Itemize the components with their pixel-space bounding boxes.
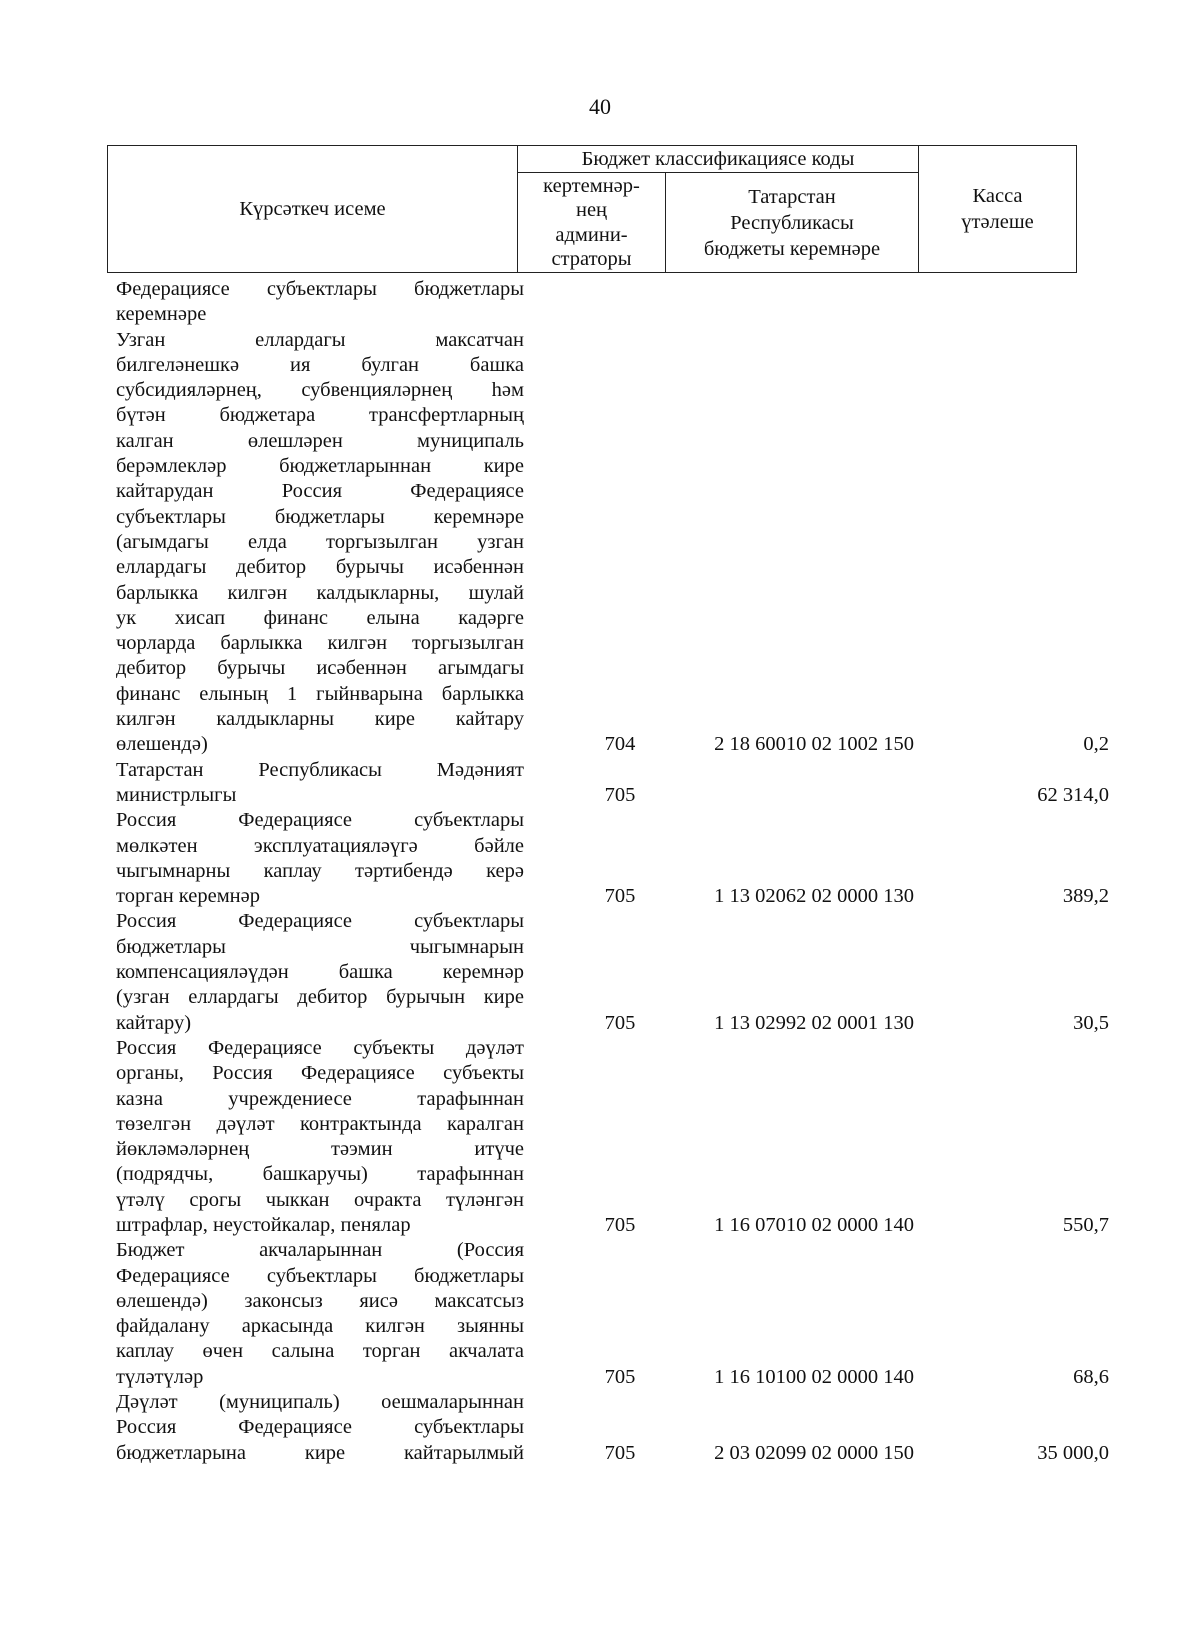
budget-code: 1 16 07010 02 0000 140 xyxy=(714,1213,914,1236)
indicator-name xyxy=(116,758,524,809)
indicator-name-line: Бюджет акчаларыннан (Россия xyxy=(116,1239,524,1262)
indicator-name-line: үтәлү срогы чыккан очракта түләнгән xyxy=(116,1188,524,1211)
budget-code: 1 13 02062 02 0000 130 xyxy=(714,885,914,908)
header-revenue-admin: кертемнәр- нең админи- страторы xyxy=(518,173,666,273)
indicator-name-line: кайтару) xyxy=(116,1011,192,1034)
indicator-name-line: йөкләмәләрнең тәэмин итүче xyxy=(116,1138,524,1161)
indicator-name-line: бюджетларына кире кайтарылмый xyxy=(116,1441,524,1464)
indicator-name-line: мөлкәтен эксплуатацияләүгә бәйле xyxy=(116,834,524,857)
cash-amount: 68,6 xyxy=(1073,1365,1109,1388)
indicator-name-line: (узган еллардагы дебитор бурычын кире xyxy=(116,986,524,1009)
cash-amount: 0,2 xyxy=(1083,733,1109,756)
indicator-name-line: Федерациясе субъектлары бюджетлары xyxy=(116,1264,524,1287)
indicator-name-line: дебитор бурычы исәбеннән агымдагы xyxy=(116,657,524,680)
indicator-name xyxy=(116,808,524,909)
indicator-name-line: Россия Федерациясе субъектлары xyxy=(116,809,524,832)
header-indicator-name: Күрсәткеч исеме xyxy=(108,146,518,273)
indicator-name xyxy=(116,1036,524,1238)
indicator-name-line: ук хисап финанс елына кадәрге xyxy=(116,606,524,629)
indicator-name-line: Дәүләт (муниципаль) оешмаларыннан xyxy=(116,1391,524,1414)
indicator-name-line: Россия Федерациясе субъекты дәүләт xyxy=(116,1036,524,1059)
indicator-name-line: субъектлары бюджетлары керемнәре xyxy=(116,505,524,528)
indicator-name-line: чорларда барлыкка килгән торгызылган xyxy=(116,632,524,655)
indicator-name-line: каплау өчен салына торган акчалата xyxy=(116,1340,524,1363)
budget-code: 2 03 02099 02 0000 150 xyxy=(714,1441,914,1464)
admin-code: 705 xyxy=(604,1213,636,1236)
indicator-name xyxy=(116,909,524,1035)
indicator-name-line: штрафлар, неустойкалар, пенялар xyxy=(116,1213,411,1236)
table-row xyxy=(116,909,1196,1035)
admin-code: 705 xyxy=(604,1365,636,1388)
indicator-name-line: калган өлешләрен муниципаль xyxy=(116,429,524,452)
indicator-name-line: Россия Федерациясе субъектлары xyxy=(116,910,524,933)
table-row xyxy=(116,1238,1196,1390)
indicator-name-line: өлешендә) законсыз яисә максатсыз xyxy=(116,1289,524,1312)
indicator-name-line: (подрядчы, башкаручы) тарафыннан xyxy=(116,1163,524,1186)
indicator-name-line: кайтарудан Россия Федерациясе xyxy=(116,480,524,503)
admin-code: 705 xyxy=(604,783,636,806)
table-row xyxy=(116,808,1196,909)
indicator-name-line: килгән калдыкларны кире кайтару xyxy=(116,708,524,731)
indicator-name-line: Татарстан Республикасы Мәдәният xyxy=(116,758,524,781)
indicator-name-line: торган керемнәр xyxy=(116,885,260,908)
indicator-name xyxy=(116,1238,524,1390)
indicator-name-line: бүтән бюджетара трансфертларның xyxy=(116,404,524,427)
cash-amount: 389,2 xyxy=(1062,885,1109,908)
budget-code: 2 18 60010 02 1002 150 xyxy=(714,733,914,756)
indicator-name-line: министрлыгы xyxy=(116,783,237,806)
indicator-name-line: Узган еллардагы максатчан xyxy=(116,328,524,351)
indicator-name xyxy=(116,277,524,328)
indicator-name-line: Федерациясе субъектлары бюджетлары xyxy=(116,278,524,300)
cash-amount: 62 314,0 xyxy=(1037,783,1109,806)
budget-code: 1 13 02992 02 0001 130 xyxy=(714,1011,914,1034)
indicator-name-line: барлыкка килгән калдыкларны, шулай xyxy=(116,581,524,604)
indicator-name-line: файдалану аркасында килгән зыянны xyxy=(116,1315,524,1338)
indicator-name xyxy=(116,1390,524,1466)
indicator-name-line: чыгымнарны каплау тәртибендә керә xyxy=(116,859,524,882)
indicator-name-line: берәмлекләр бюджетларыннан кире xyxy=(116,455,524,478)
indicator-name-line: бюджетлары чыгымнарын xyxy=(116,935,524,958)
indicator-name-line: төзелгән дәүләт контрактында каралган xyxy=(116,1112,524,1135)
header-tatarstan-revenue: Татарстан Республикасы бюджеты керемнәре xyxy=(666,173,919,273)
admin-code: 705 xyxy=(604,1011,636,1034)
header-cash-execution: Касса үтәлеше xyxy=(919,146,1077,273)
budget-code: 1 16 10100 02 0000 140 xyxy=(714,1365,914,1388)
table-body xyxy=(116,277,1196,1466)
indicator-name-line: (агымдагы елда торгызылган узган xyxy=(116,530,524,553)
indicator-name xyxy=(116,328,524,758)
indicator-name-line: билгеләнешкә ия булган башка xyxy=(116,353,524,376)
table-row xyxy=(116,1390,1196,1466)
indicator-name-line: субсидияләрнең, субвенцияләрнең һәм xyxy=(116,379,524,402)
indicator-name-line: түләтүләр xyxy=(116,1365,204,1388)
table-row xyxy=(116,277,1196,328)
admin-code: 704 xyxy=(604,733,636,756)
table-row xyxy=(116,328,1196,758)
indicator-name-line: өлешендә) xyxy=(116,733,208,756)
page-number: 40 xyxy=(589,94,611,119)
indicator-name-line: компенсацияләүдән башка керемнәр xyxy=(116,961,524,984)
table-row xyxy=(116,1036,1196,1238)
table-row xyxy=(116,758,1196,809)
table-header xyxy=(107,145,1077,273)
indicator-name-line: Россия Федерациясе субъектлары xyxy=(116,1416,524,1439)
cash-amount: 30,5 xyxy=(1073,1011,1109,1034)
indicator-name-line: казна учреждениесе тарафыннан xyxy=(116,1087,524,1110)
indicator-name-line: керемнәре xyxy=(116,303,207,326)
indicator-name-line: еллардагы дебитор бурычы исәбеннән xyxy=(116,556,524,579)
indicator-name-line: финанс елының 1 гыйнварына барлыкка xyxy=(116,682,524,705)
admin-code: 705 xyxy=(604,885,636,908)
cash-amount: 550,7 xyxy=(1062,1213,1109,1236)
admin-code: 705 xyxy=(604,1441,636,1464)
cash-amount: 35 000,0 xyxy=(1037,1441,1109,1464)
indicator-name-line: органы, Россия Федерациясе субъекты xyxy=(116,1062,524,1085)
header-budget-class-code: Бюджет классификациясе коды xyxy=(518,146,919,173)
